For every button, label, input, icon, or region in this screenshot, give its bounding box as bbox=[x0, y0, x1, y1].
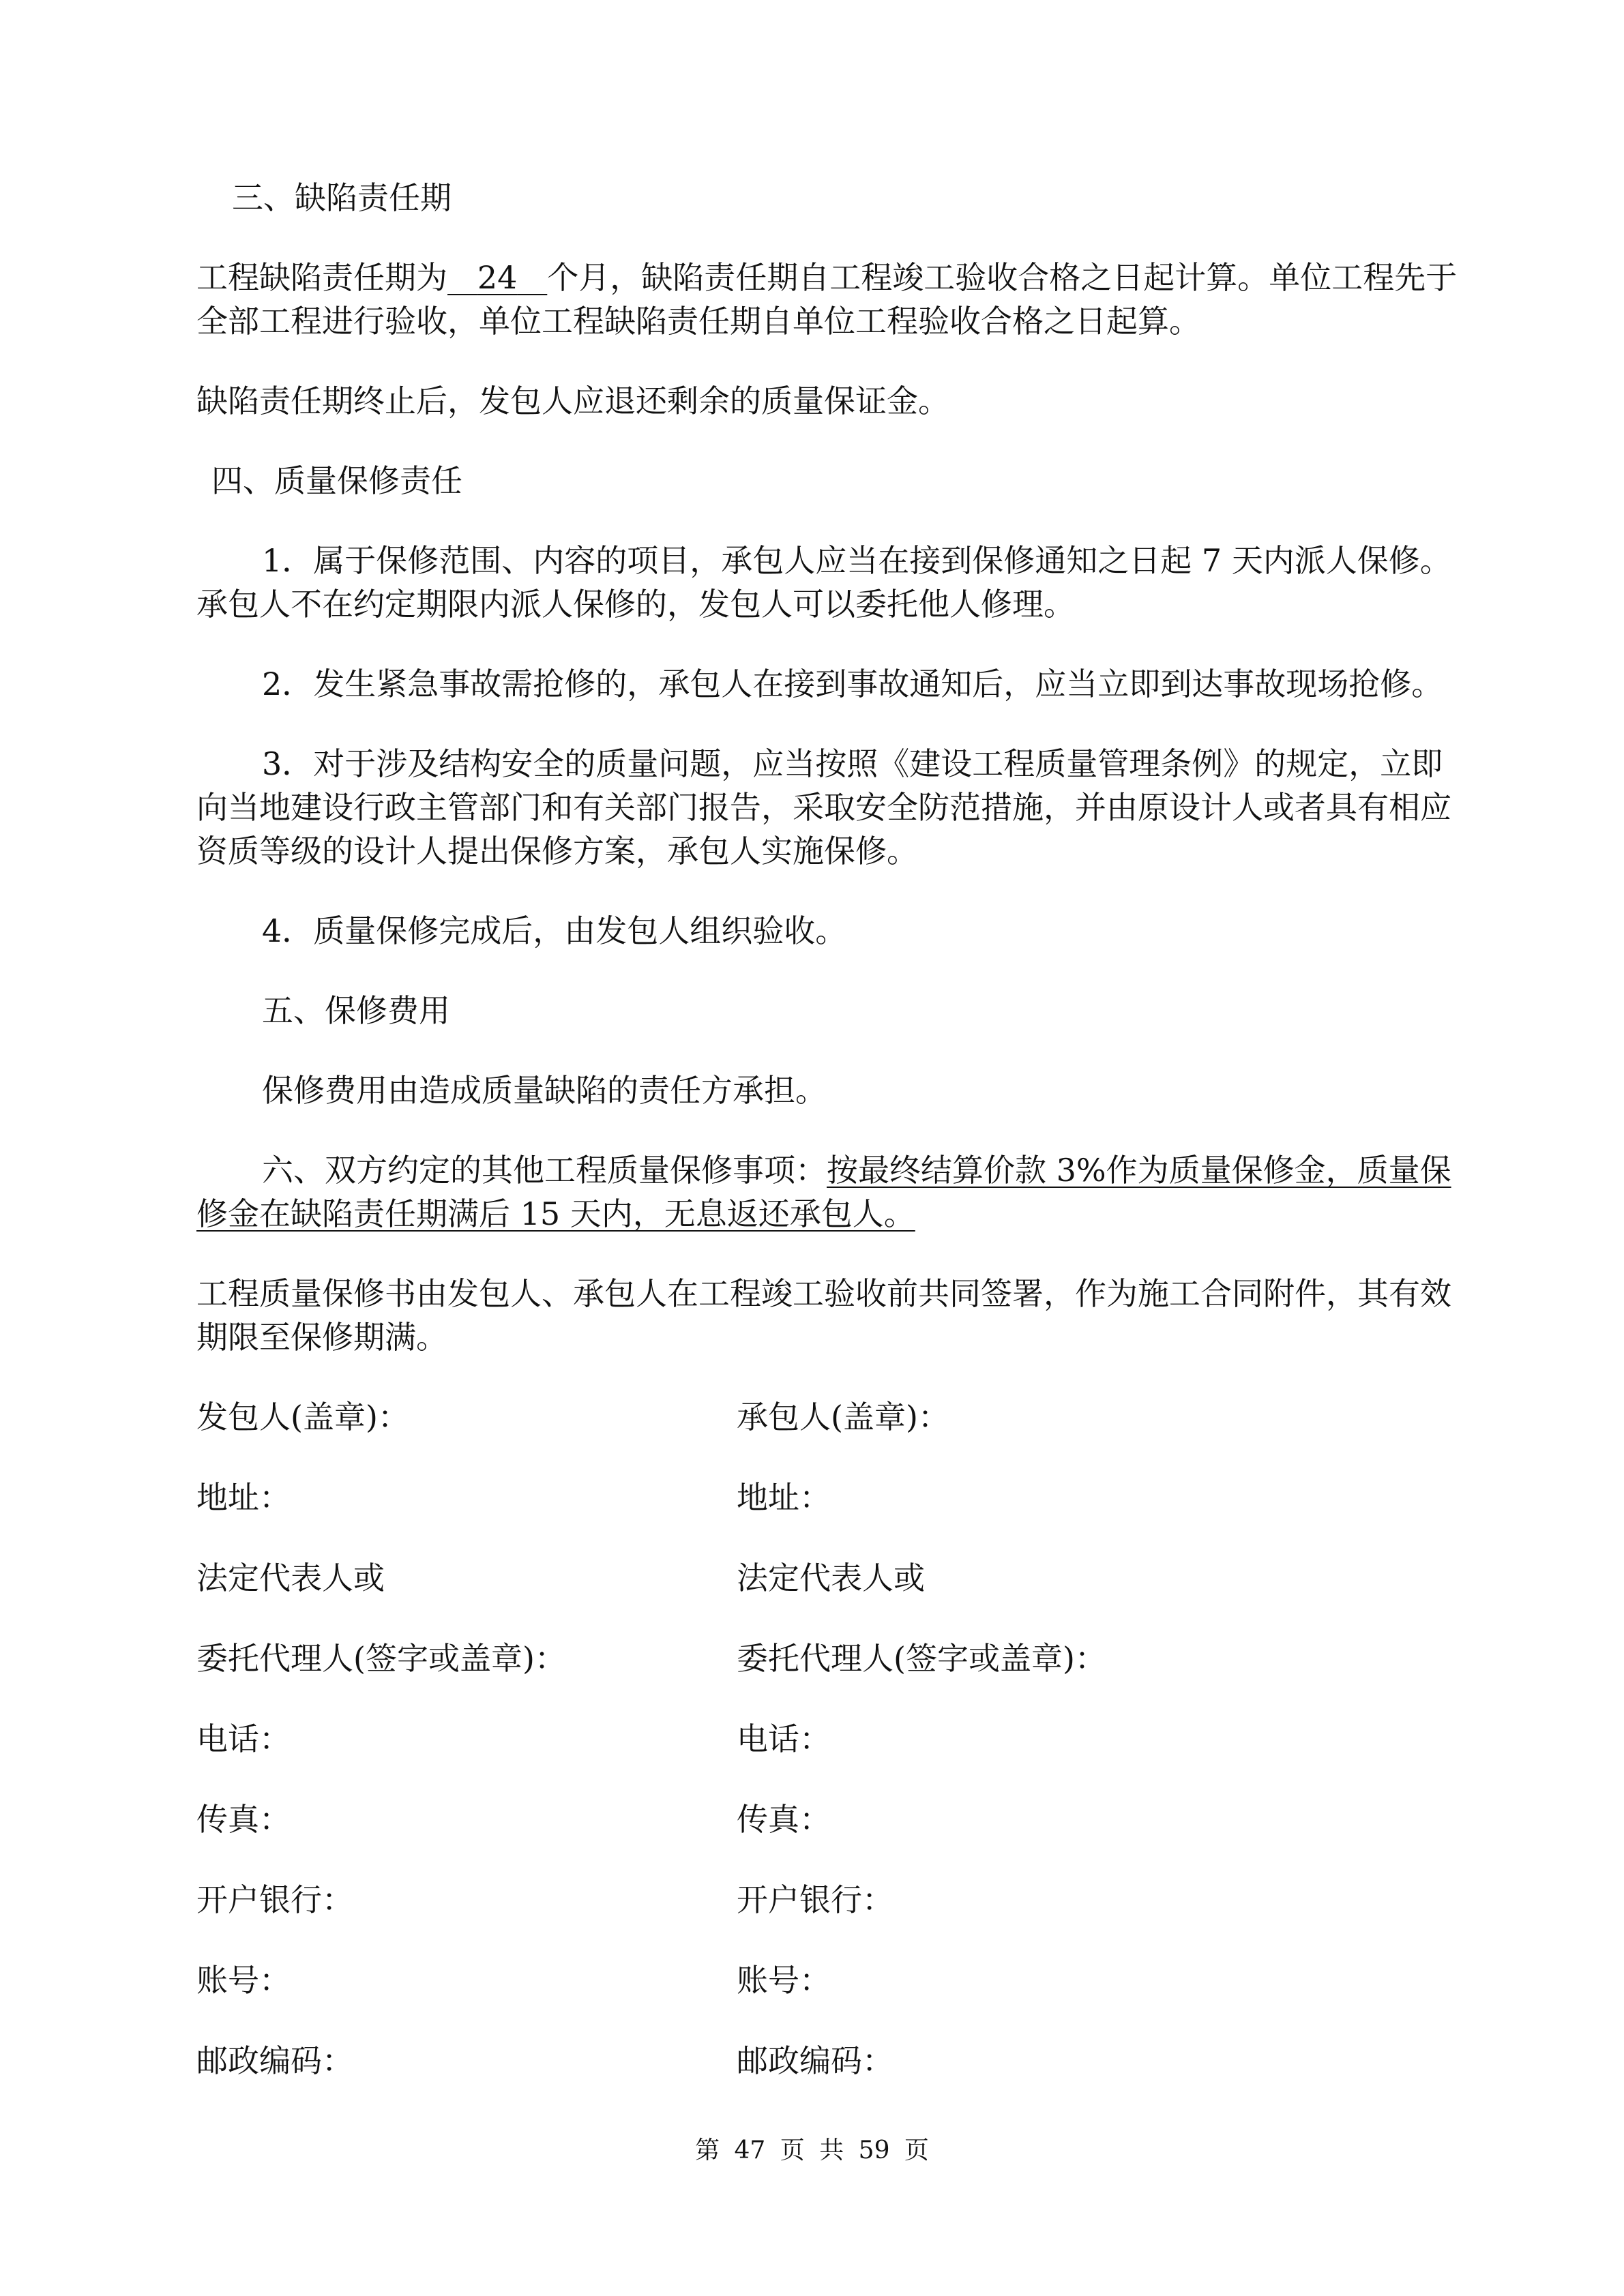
defect-period-end-paragraph: 缺陷责任期终止后，发包人应退还剩余的质量保证金。 bbox=[196, 383, 949, 419]
closing-paragraph-line-1: 工程质量保修书由发包人、承包人在工程竣工验收前共同签署，作为施工合同附件，其有效 bbox=[196, 1275, 1451, 1312]
item-2: 2．发生紧急事故需抢修的，承包人在接到事故通知后，应当立即到达事故现场抢修。 bbox=[262, 666, 1443, 702]
defect-period-paragraph-line-2: 全部工程进行验收，单位工程缺陷责任期自单位工程验收合格之日起算。 bbox=[196, 303, 1200, 340]
employer-bank-label: 开户银行： bbox=[196, 1881, 353, 1918]
section-6-line-2 bbox=[196, 1192, 915, 1236]
contractor-postcode-label: 邮政编码： bbox=[737, 2042, 894, 2079]
employer-address-label: 地址： bbox=[196, 1479, 291, 1516]
employer-phone-label: 电话： bbox=[196, 1720, 291, 1757]
contractor-phone-label: 电话： bbox=[737, 1720, 831, 1757]
contractor-legal-rep-label: 法定代表人或 bbox=[737, 1560, 925, 1596]
section-6-prefix: 六、双方约定的其他工程质量保修事项： bbox=[262, 1152, 827, 1189]
defect-period-months: 24 bbox=[477, 259, 518, 296]
contractor-seal-label: 承包人(盖章)： bbox=[737, 1399, 949, 1435]
defect-period-prefix: 工程缺陷责任期为 bbox=[196, 259, 447, 296]
contractor-bank-label: 开户银行： bbox=[737, 1881, 894, 1918]
employer-fax-label: 传真： bbox=[196, 1801, 291, 1838]
defect-period-paragraph-line-1 bbox=[196, 256, 1457, 299]
section-3-heading: 三、缺陷责任期 bbox=[232, 179, 452, 216]
page-number-footer: 第 47 页 共 59 页 bbox=[695, 2136, 929, 2164]
section-4-heading: 四、质量保修责任 bbox=[211, 462, 462, 499]
item-3-line-2: 向当地建设行政主管部门和有关部门报告，采取安全防范措施，并由原设计人或者具有相应 bbox=[196, 789, 1451, 826]
item-3-line-3: 资质等级的设计人提出保修方案，承包人实施保修。 bbox=[196, 833, 918, 869]
employer-legal-rep-label: 法定代表人或 bbox=[196, 1560, 385, 1596]
contractor-address-label: 地址： bbox=[737, 1479, 831, 1516]
contractor-account-label: 账号： bbox=[737, 1962, 831, 1999]
contractor-fax-label: 传真： bbox=[737, 1801, 831, 1838]
employer-agent-label: 委托代理人(签字或盖章)： bbox=[196, 1640, 566, 1677]
closing-paragraph-line-2: 期限至保修期满。 bbox=[196, 1319, 447, 1356]
section-5-heading: 五、保修费用 bbox=[262, 992, 450, 1029]
repair-cost-paragraph: 保修费用由造成质量缺陷的责任方承担。 bbox=[262, 1072, 827, 1109]
item-4: 4．质量保修完成后，由发包人组织验收。 bbox=[262, 912, 847, 949]
item-1-line-1: 1．属于保修范围、内容的项目，承包人应当在接到保修通知之日起 7 天内派人保修。 bbox=[262, 542, 1451, 579]
section-6-line-1 bbox=[262, 1148, 1451, 1192]
section-6-underlined-terms-1: 按最终结算价款 3%作为质量保修金，质量保 bbox=[827, 1152, 1451, 1189]
section-6-underlined-terms-2: 修金在缺陷责任期满后 15 天内，无息返还承包人。 bbox=[196, 1195, 915, 1232]
employer-postcode-label: 邮政编码： bbox=[196, 2042, 353, 2079]
employer-seal-label: 发包人(盖章)： bbox=[196, 1399, 409, 1435]
defect-period-rest: 个月，缺陷责任期自工程竣工验收合格之日起计算。单位工程先于 bbox=[547, 259, 1458, 296]
item-1-line-2: 承包人不在约定期限内派人保修的，发包人可以委托他人修理。 bbox=[196, 586, 1075, 623]
employer-account-label: 账号： bbox=[196, 1962, 291, 1999]
item-3-line-1: 3．对于涉及结构安全的质量问题，应当按照《建设工程质量管理条例》的规定，立即 bbox=[262, 745, 1443, 782]
defect-period-months-blank bbox=[447, 256, 547, 299]
contractor-agent-label: 委托代理人(签字或盖章)： bbox=[737, 1640, 1106, 1677]
